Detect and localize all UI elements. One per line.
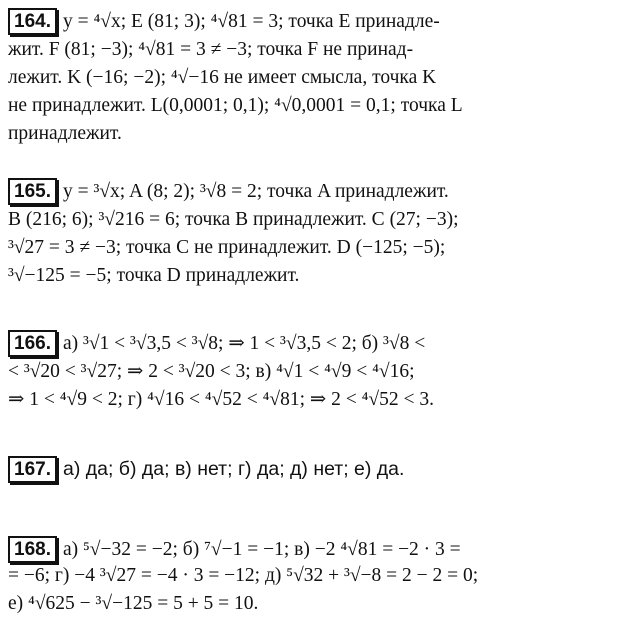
problem-164-text-line-4: не принадлежит. L(0,0001; 0,1); ⁴√0,0001 = 0,1; точка L bbox=[8, 95, 463, 116]
problem-166-text-line-3: ⇒ 1 < ⁴√9 < 2; г) ⁴√16 < ⁴√52 < ⁴√81; ⇒ 2 < ⁴√52 < 3. bbox=[8, 389, 434, 410]
problem-166-line-3 bbox=[8, 388, 434, 412]
problem-166-line-2 bbox=[8, 360, 415, 384]
problem-165-text-line-1: y = ³√x; A (8; 2); ³√8 = 2; точка A принадлежит. bbox=[62, 181, 449, 202]
problem-164-text-line-5: принадлежит. bbox=[8, 123, 122, 144]
problem-165-text-line-2: B (216; 6); ³√216 = 6; точка B принадлежит. C (27; −3); bbox=[8, 209, 459, 230]
problem-168-line-3 bbox=[8, 592, 258, 616]
problem-number-164: 164. bbox=[8, 8, 57, 35]
problem-164-line-1 bbox=[8, 8, 440, 35]
problem-165-line-2 bbox=[8, 208, 459, 232]
problem-168-text-line-2: = −6; г) −4 ³√27 = −4 · 3 = −12; д) ⁵√32 + ³√−8 = 2 − 2 = 0; bbox=[8, 565, 479, 586]
problem-165-line-3 bbox=[8, 236, 445, 260]
problem-164-text-line-3: лежит. K (−16; −2); ⁴√−16 не имеет смысла, точка K bbox=[8, 67, 437, 88]
problem-166-text-line-1: а) ³√1 < ³√3,5 < ³√8; ⇒ 1 < ³√3,5 < 2; б) ³√8 < bbox=[62, 333, 426, 354]
problem-167-text-line-1: а) да; б) да; в) нет; г) да; д) нет; е) да. bbox=[62, 458, 405, 480]
problem-167-line-1 bbox=[8, 456, 404, 483]
problem-168-line-1 bbox=[8, 536, 461, 563]
problem-168-line-2 bbox=[8, 564, 478, 588]
problem-number-168: 168. bbox=[8, 536, 57, 563]
problem-number-167: 167. bbox=[8, 456, 57, 483]
problem-168-text-line-3: е) ⁴√625 − ³√−125 = 5 + 5 = 10. bbox=[8, 593, 259, 614]
problem-168-text-line-1: а) ⁵√−32 = −2; б) ⁷√−1 = −1; в) −2 ⁴√81 = −2 · 3 = bbox=[62, 539, 461, 560]
problem-164-text-line-1: y = ⁴√x; E (81; 3); ⁴√81 = 3; точка E принадле- bbox=[62, 11, 440, 32]
problem-number-165: 165. bbox=[8, 178, 57, 205]
problem-166-line-1 bbox=[8, 330, 425, 357]
problem-number-166: 166. bbox=[8, 330, 57, 357]
problem-164-line-4 bbox=[8, 94, 463, 118]
problem-165-line-4 bbox=[8, 264, 299, 288]
problem-165-line-1 bbox=[8, 178, 449, 205]
problem-165-text-line-3: ³√27 = 3 ≠ −3; точка C не принадлежит. D (−125; −5); bbox=[8, 237, 446, 258]
problem-164-line-2 bbox=[8, 38, 413, 62]
problem-164-text-line-2: жит. F (81; −3); ⁴√81 = 3 ≠ −3; точка F не принад- bbox=[8, 39, 414, 60]
problem-165-text-line-4: ³√−125 = −5; точка D принадлежит. bbox=[8, 265, 300, 286]
problem-166-text-line-2: < ³√20 < ³√27; ⇒ 2 < ³√20 < 3; в) ⁴√1 < ⁴√9 < ⁴√16; bbox=[8, 361, 415, 382]
problem-164-line-3 bbox=[8, 66, 436, 90]
problem-164-line-5 bbox=[8, 122, 122, 146]
